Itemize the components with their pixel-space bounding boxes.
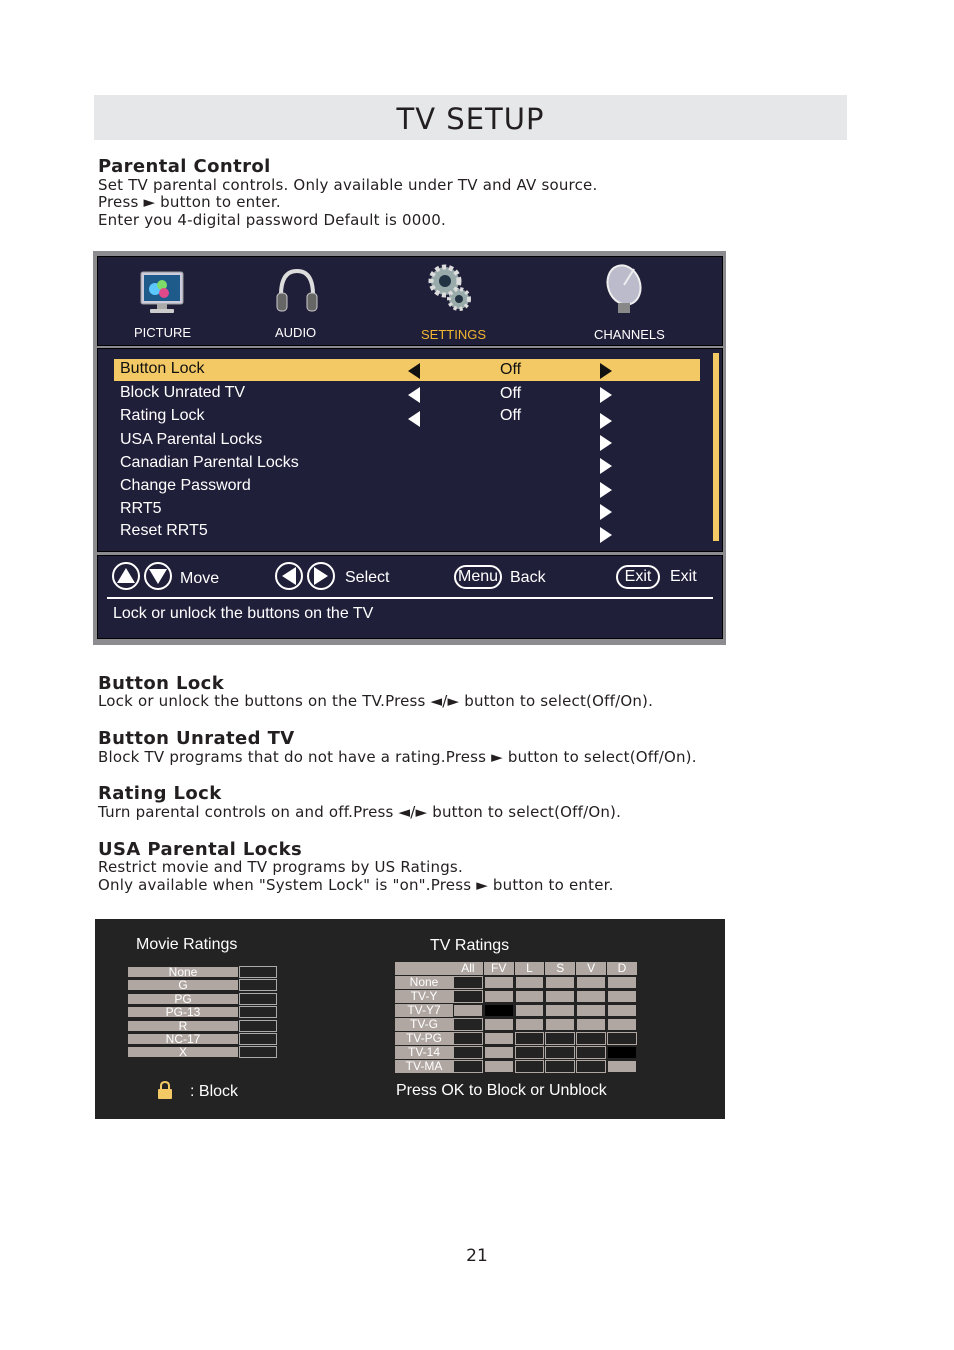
menu-item-value: Off: [500, 407, 522, 424]
menu-item-canadian-parental-locks[interactable]: [114, 453, 700, 475]
headphones-icon[interactable]: [273, 265, 321, 322]
movie-rating-label: G: [127, 979, 239, 991]
rating-lock-heading: Rating Lock: [98, 783, 222, 804]
tv-row-label: TV-Y: [395, 990, 453, 1003]
menu-item-block-unrated-tv[interactable]: [114, 383, 700, 405]
movie-rating-label: X: [127, 1046, 239, 1058]
tv-rating-cell[interactable]: [607, 1032, 637, 1045]
tv-rating-cell[interactable]: [453, 1018, 483, 1031]
menu-key-button[interactable]: Menu: [454, 565, 502, 589]
tv-row-label: None: [395, 976, 453, 989]
tv-rating-cell[interactable]: [545, 990, 575, 1003]
tv-rating-cell[interactable]: [607, 1060, 637, 1073]
tv-rating-cell[interactable]: [545, 1004, 575, 1017]
menu-item-label: USA Parental Locks: [120, 431, 263, 448]
tv-row-label: TV-G: [395, 1018, 453, 1031]
right-arrow-icon[interactable]: [600, 482, 612, 498]
movie-rating-lock-box[interactable]: [239, 1046, 277, 1058]
tv-column-header: All: [453, 962, 483, 975]
movie-rating-lock-box[interactable]: [239, 993, 277, 1005]
category-bar: [97, 256, 723, 346]
button-unrated-tv-text: Block TV programs that do not have a rating.Press ► button to select(Off/On).: [98, 748, 697, 766]
tv-rating-cell[interactable]: [484, 1032, 514, 1045]
intro-line-1: Set TV parental controls. Only available under TV and AV source.: [98, 176, 598, 194]
tv-rating-cell[interactable]: [515, 1060, 545, 1073]
tv-rating-cell[interactable]: [515, 1004, 545, 1017]
menu-item-label: Block Unrated TV: [120, 384, 246, 401]
intro-line-3: Enter you 4-digital password Default is 0000.: [98, 211, 446, 229]
tv-rating-cell[interactable]: [515, 1032, 545, 1045]
tv-rating-cell[interactable]: [484, 1004, 514, 1017]
tv-rating-cell[interactable]: [576, 1032, 606, 1045]
move-label: Move: [180, 570, 220, 587]
button-lock-heading: Button Lock: [98, 673, 225, 694]
movie-rating-label: PG-13: [127, 1006, 239, 1018]
left-arrow-icon[interactable]: [408, 411, 420, 427]
down-arrow-icon[interactable]: [144, 562, 172, 590]
help-divider: [107, 597, 713, 599]
menu-item-rating-lock[interactable]: [114, 406, 700, 428]
tv-rating-cell[interactable]: [484, 990, 514, 1003]
tv-column-header: V: [576, 962, 606, 975]
ok-instruction: Press OK to Block or Unblock: [396, 1082, 607, 1099]
menu-item-button-lock[interactable]: [114, 359, 700, 381]
tv-grid-corner: [395, 962, 453, 975]
menu-item-usa-parental-locks[interactable]: [114, 430, 700, 452]
left-arrow-icon[interactable]: [408, 387, 420, 403]
left-arrow-icon[interactable]: [408, 363, 420, 379]
intro-line-2: Press ► button to enter.: [98, 193, 281, 211]
tv-rating-cell[interactable]: [607, 1046, 637, 1059]
tv-rating-cell[interactable]: [576, 1004, 606, 1017]
tv-rating-cell[interactable]: [576, 976, 606, 989]
gears-icon[interactable]: [425, 261, 475, 320]
right-arrow-icon[interactable]: [600, 413, 612, 429]
movie-rating-label: None: [127, 966, 239, 978]
tv-rating-cell[interactable]: [453, 1004, 483, 1017]
right-arrow-icon[interactable]: [600, 435, 612, 451]
tv-row-label: TV-Y7: [395, 1004, 453, 1017]
category-audio[interactable]: AUDIO: [275, 325, 317, 340]
right-circle-icon[interactable]: [307, 562, 335, 590]
tv-rating-cell[interactable]: [607, 976, 637, 989]
tv-ratings-title: TV Ratings: [430, 937, 510, 954]
tv-rating-cell[interactable]: [484, 1046, 514, 1059]
menu-item-value: Off: [500, 361, 522, 378]
menu-item-reset-rrt5[interactable]: [114, 521, 700, 543]
tv-rating-cell[interactable]: [484, 1018, 514, 1031]
usa-parental-locks-heading: USA Parental Locks: [98, 839, 303, 860]
tv-column-header: S: [545, 962, 575, 975]
right-arrow-icon[interactable]: [600, 527, 612, 543]
tv-column-header: FV: [484, 962, 514, 975]
block-legend: : Block: [190, 1083, 239, 1100]
menu-item-rrt5[interactable]: [114, 499, 700, 521]
menu-item-label: Rating Lock: [120, 407, 205, 424]
tv-rating-cell[interactable]: [576, 1060, 606, 1073]
rating-lock-text: Turn parental controls on and off.Press ◄/► button to select(Off/On).: [98, 803, 622, 821]
tv-rating-cell[interactable]: [576, 1046, 606, 1059]
tv-rating-cell[interactable]: [515, 976, 545, 989]
lock-icon: [157, 1080, 173, 1105]
tv-rating-cell[interactable]: [515, 1046, 545, 1059]
right-arrow-icon[interactable]: [600, 363, 612, 379]
back-label: Back: [510, 569, 546, 586]
tv-rating-cell[interactable]: [484, 1060, 514, 1073]
tv-rating-cell[interactable]: [607, 1018, 637, 1031]
tv-rating-cell[interactable]: [515, 1018, 545, 1031]
category-settings[interactable]: SETTINGS: [421, 327, 487, 342]
category-picture[interactable]: PICTURE: [134, 325, 192, 340]
movie-rating-label: PG: [127, 993, 239, 1005]
page-title: TV SETUP: [396, 102, 545, 136]
button-lock-text: Lock or unlock the buttons on the TV.Press ◄/► button to select(Off/On).: [98, 692, 654, 710]
movie-rating-label: R: [127, 1020, 239, 1032]
movie-rating-lock-box[interactable]: [239, 1020, 277, 1032]
menu-item-label: Change Password: [120, 477, 251, 494]
tv-column-header: D: [607, 962, 637, 975]
up-arrow-icon[interactable]: [112, 562, 140, 590]
movie-rating-lock-box[interactable]: [239, 1006, 277, 1018]
right-arrow-icon[interactable]: [600, 458, 612, 474]
movie-ratings-title: Movie Ratings: [136, 936, 238, 953]
tv-rating-cell[interactable]: [453, 1046, 483, 1059]
exit-key-button[interactable]: Exit: [616, 565, 660, 589]
button-unrated-tv-heading: Button Unrated TV: [98, 728, 295, 749]
select-label: Select: [345, 569, 390, 586]
tv-rating-cell[interactable]: [453, 1032, 483, 1045]
tv-column-header: L: [515, 962, 545, 975]
menu-item-label: Canadian Parental Locks: [120, 454, 299, 471]
tv-rating-cell[interactable]: [607, 990, 637, 1003]
tv-rating-cell[interactable]: [545, 1032, 575, 1045]
menu-item-label: Reset RRT5: [120, 522, 208, 539]
tv-rating-cell[interactable]: [607, 1004, 637, 1017]
scrollbar[interactable]: [713, 353, 719, 541]
monitor-icon[interactable]: [138, 269, 186, 322]
left-circle-icon[interactable]: [275, 562, 303, 590]
satellite-dish-icon[interactable]: [600, 259, 648, 322]
usa-parental-locks-text-1: Restrict movie and TV programs by US Ratings.: [98, 858, 463, 876]
tv-row-label: TV-PG: [395, 1032, 453, 1045]
movie-rating-lock-box[interactable]: [239, 966, 277, 978]
tv-rating-cell[interactable]: [545, 1018, 575, 1031]
tv-rating-cell[interactable]: [545, 976, 575, 989]
tv-row-label: TV-14: [395, 1046, 453, 1059]
menu-item-value: Off: [500, 385, 522, 402]
tv-rating-cell[interactable]: [545, 1060, 575, 1073]
tv-rating-cell[interactable]: [576, 990, 606, 1003]
tv-rating-cell[interactable]: [453, 1060, 483, 1073]
tv-row-label: TV-MA: [395, 1060, 453, 1073]
tv-rating-cell[interactable]: [545, 1046, 575, 1059]
movie-rating-lock-box[interactable]: [239, 979, 277, 991]
menu-item-change-password[interactable]: [114, 476, 700, 498]
right-arrow-icon[interactable]: [600, 504, 612, 520]
parental-control-heading: Parental Control: [98, 156, 271, 177]
menu-hint: Lock or unlock the buttons on the TV: [113, 605, 374, 622]
tv-rating-cell[interactable]: [453, 990, 483, 1003]
menu-item-label: RRT5: [120, 500, 162, 517]
right-arrow-icon[interactable]: [600, 387, 612, 403]
tv-rating-cell[interactable]: [515, 990, 545, 1003]
tv-rating-cell[interactable]: [453, 976, 483, 989]
movie-rating-lock-box[interactable]: [239, 1033, 277, 1045]
page-title-band: [94, 95, 847, 140]
page-number: 21: [466, 1246, 488, 1266]
tv-rating-cell[interactable]: [576, 1018, 606, 1031]
category-channels[interactable]: CHANNELS: [594, 327, 665, 342]
exit-label: Exit: [670, 568, 697, 585]
tv-rating-cell[interactable]: [484, 976, 514, 989]
menu-item-label: Button Lock: [120, 360, 205, 377]
usa-parental-locks-text-2: Only available when "System Lock" is "on".Press ► button to enter.: [98, 876, 614, 894]
movie-rating-label: NC-17: [127, 1033, 239, 1045]
